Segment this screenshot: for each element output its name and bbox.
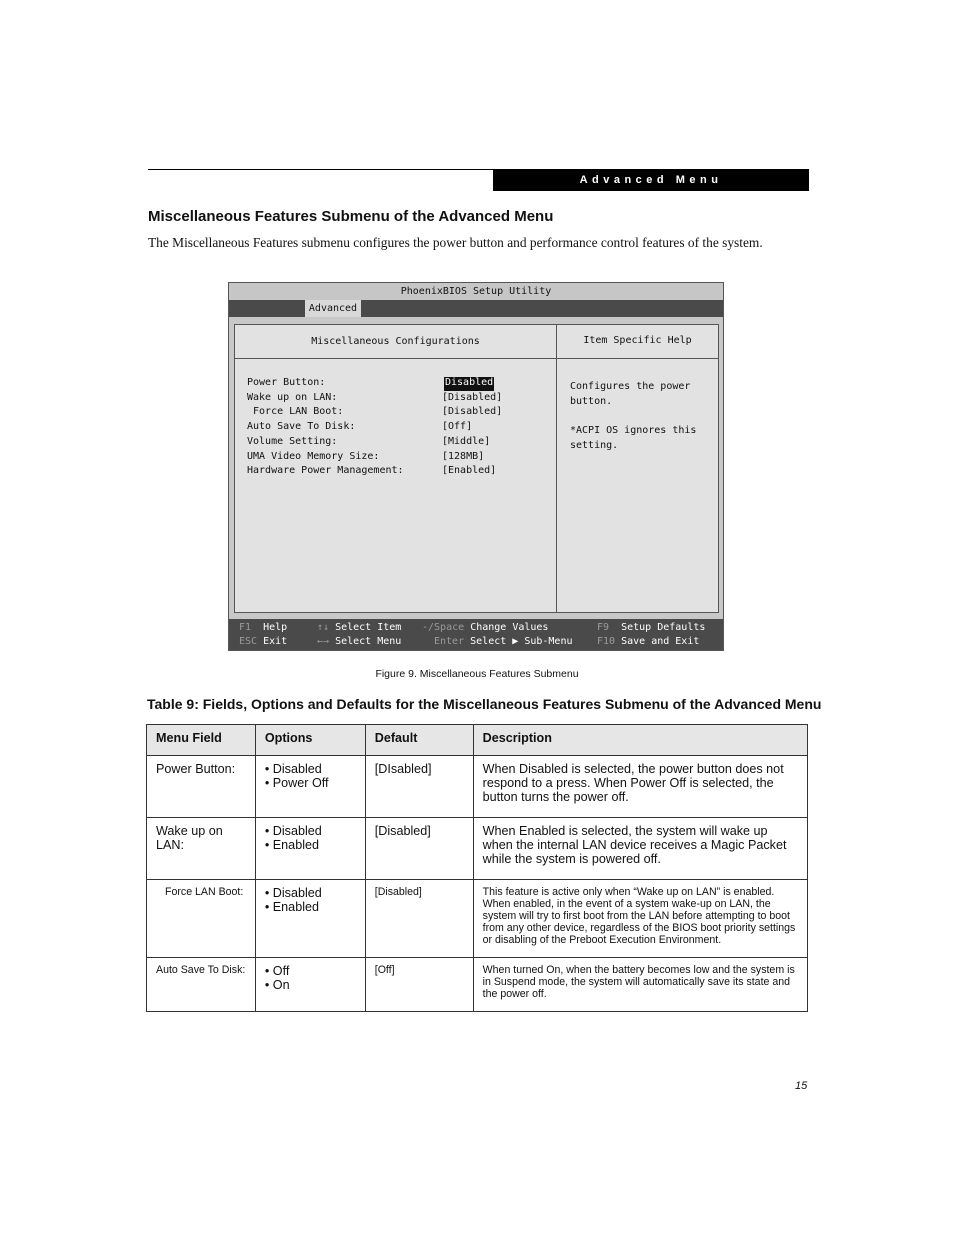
bios-item-label[interactable]: Wake up on LAN: [247,391,338,403]
option-item: • Disabled [265,824,356,838]
table-row [147,880,808,958]
option-item: • Off [265,964,356,978]
bios-main-heading: Miscellaneous Configurations [311,336,480,347]
menu-field-cell: Force LAN Boot: [147,880,256,958]
page-number: 15 [795,1080,808,1092]
bios-footer-key-enter[interactable]: Enter Select ▶ Sub-Menu [434,636,573,647]
bios-item-value[interactable]: [Off] [442,421,473,433]
table-header-cell: Description [473,725,807,756]
option-item: • Enabled [265,900,356,914]
bios-item-label[interactable]: Hardware Power Management: [247,465,404,477]
table-row [147,958,808,1012]
bios-footer [229,619,723,650]
default-cell: [Off] [365,958,473,1012]
options-cell [255,958,365,1012]
bios-divider-vertical [556,325,557,612]
bios-item-value[interactable]: [Enabled] [442,465,497,477]
table-row [147,818,808,880]
table-row [147,756,808,818]
bios-item-label[interactable]: Force LAN Boot: [247,406,344,418]
bios-help-text: Configures the power button. *ACPI OS ignores this setting. [570,381,697,451]
table-header-cell: Options [255,725,365,756]
description-cell: This feature is active only when “Wake up on LAN” is enabled. When enabled, in the event of a system wake-up on LAN, the system will try to first boot from the LAN before attempting to boot from any other device, regardless of the BIOS boot priority settings or disabling of the Preboot Execution Environment. [473,880,807,958]
intro-paragraph: The Miscellaneous Features submenu configures the power button and performance control features of the system. [148,235,763,250]
options-cell [255,818,365,880]
bios-item-label[interactable]: Auto Save To Disk: [247,421,356,433]
menu-field-cell: Auto Save To Disk: [147,958,256,1012]
section-title: Miscellaneous Features Submenu of the Advanced Menu [148,208,554,225]
option-item: • Disabled [265,762,356,776]
bios-menubar [229,300,723,317]
bios-item-label[interactable]: UMA Video Memory Size: [247,450,380,462]
bios-item-label[interactable]: Power Button: [247,377,326,388]
bios-item-value[interactable]: [Middle] [442,435,491,447]
bios-item-value[interactable]: [Disabled] [442,391,503,403]
description-cell: When Disabled is selected, the power button does not respond to a press. When Power Off is selected, the button turns the power off. [473,756,807,818]
bios-item-label[interactable]: Volume Setting: [247,435,338,447]
options-table [146,724,808,1012]
menu-field-cell: Wake up on LAN: [147,818,256,880]
default-cell: [Disabled] [365,818,473,880]
table-title: Table 9: Fields, Options and Defaults for the Miscellaneous Features Submenu of the Advanced Menu [147,696,822,712]
bios-footer-key-select-item[interactable]: ↑↓ Select Item [317,622,402,633]
bios-divider-horizontal [235,358,718,359]
table-header-cell: Default [365,725,473,756]
menu-field-cell: Power Button: [147,756,256,818]
bios-footer-key-esc[interactable]: ESC Exit [239,636,288,647]
option-item: • Enabled [265,838,356,852]
description-cell: When Enabled is selected, the system will wake up when the internal LAN device receives a Magic Packet while the system is powered off. [473,818,807,880]
description-cell: When turned On, when the battery becomes low and the system is in Suspend mode, the system will automatically save its state and the power off. [473,958,807,1012]
header-rule [148,169,493,170]
bios-item-value[interactable]: [128MB] [442,450,485,462]
bios-screen [228,282,724,651]
bios-footer-key-f1[interactable]: F1 Help [239,622,288,633]
bios-footer-key-f10[interactable]: F10 Save and Exit [597,636,700,647]
table-header-cell: Menu Field [147,725,256,756]
option-item: • On [265,978,356,992]
default-cell: [Disabled] [365,880,473,958]
bios-footer-key-change-values[interactable]: -/Space Change Values [422,622,549,633]
figure-caption: Figure 9. Miscellaneous Features Submenu [375,668,579,680]
default-cell: [DIsabled] [365,756,473,818]
bios-panel [234,324,719,613]
bios-footer-key-f9[interactable]: F9 Setup Defaults [597,622,706,633]
bios-footer-key-select-menu[interactable]: ←→ Select Menu [317,636,402,647]
option-item: • Disabled [265,886,356,900]
bios-title: PhoenixBIOS Setup Utility [229,283,723,300]
table-header-row [147,725,808,756]
section-header-tab: Advanced Menu [493,169,809,191]
options-cell [255,756,365,818]
option-item: • Power Off [265,776,356,790]
bios-tab-advanced[interactable]: Advanced [305,300,361,317]
bios-help-heading: Item Specific Help [583,335,692,346]
bios-item-value-selected[interactable]: Disabled [444,377,494,391]
bios-item-value[interactable]: [Disabled] [442,406,503,418]
options-cell [255,880,365,958]
